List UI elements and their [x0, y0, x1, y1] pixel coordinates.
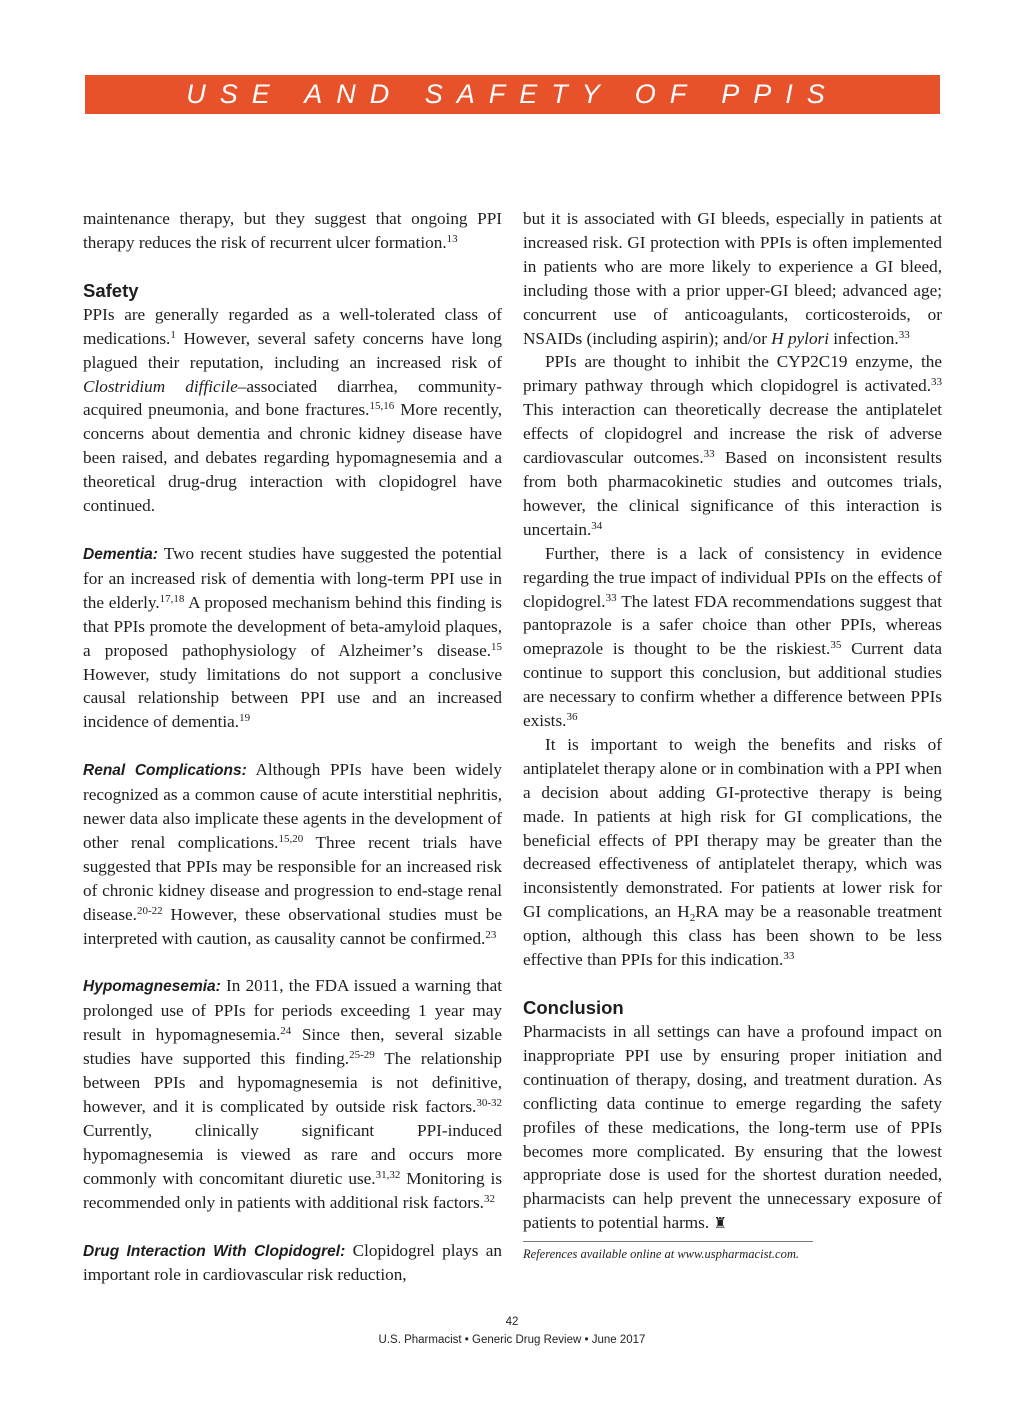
clopidogrel-paragraph: Drug Interaction With Clopidogrel: Clopidogrel plays an important role in cardiovascular risk reduction, [83, 1240, 502, 1285]
citation: 15 [491, 640, 502, 653]
dementia-paragraph: Dementia: Two recent studies have suggested the potential for an increased risk of dementia with long-term PPI use in the elderly.$^{17,18}$ A proposed mechanism behind this finding is that PPIs promote the development of beta-amyloid plaques, a proposed pathophysiology of Alzheimer’s disease.$^{15}$ However, study limitations do not support a conclusive causal relationship between PPI use and an increased incidence of dementia.$^{19}$ [83, 543, 502, 732]
citation: 33 [898, 328, 910, 341]
citation: 25-29 [349, 1049, 375, 1062]
citation: 36 [566, 711, 578, 724]
end-mark-icon: ♜ [713, 1216, 727, 1233]
citation: 35 [830, 639, 842, 652]
renal-paragraph: Renal Complications: Although PPIs have been widely recognized as a common cause of acute interstitial nephritis, newer data also implicate these agents in the development of other renal complications.$^{15,20}$ Three recent trials have suggested that PPIs may be responsible for an increased risk of chronic kidney disease and progression to end-stage renal disease.$^{20-22}$ However, these observational studies must be interpreted with caution, as causality cannot be confirmed.$^{23}$ [83, 760, 502, 948]
organism-name: H pylori [771, 328, 829, 348]
gi-bleed-paragraph: but it is associated with GI bleeds, especially in patients at increased risk. GI protection with PPIs is often implemented in patients who are more likely to experience a GI bleed, including those with a prior upper-GI bleed; advanced age; concurrent use of anticoagulants, corticosteroids, or NSAIDs (including aspirin); and/or H pylori infection.$^{33}$ [523, 209, 942, 348]
page-number: 42 [505, 1316, 519, 1328]
citation: 33 [605, 591, 617, 604]
banner-title: USE AND SAFETY OF PPIS [186, 79, 839, 109]
dementia-label: Dementia: [83, 545, 158, 563]
citation: 33 [783, 950, 795, 963]
citation: 13 [446, 232, 458, 245]
citation: 34 [591, 519, 603, 532]
citation: 33 [703, 448, 715, 461]
clopidogrel-label: Drug Interaction With Clopidogrel: [83, 1242, 346, 1260]
references-note: References available online at www.uspharmacist.com. [523, 1241, 813, 1263]
citation: 15,16 [369, 400, 395, 413]
citation: 32 [483, 1192, 495, 1205]
subscript: 2 [689, 912, 696, 925]
safety-heading: Safety [83, 279, 139, 301]
citation: 31,32 [375, 1168, 401, 1181]
publication-footer: U.S. Pharmacist • Generic Drug Review • June 2017 [378, 1334, 646, 1346]
conclusion-paragraph: Pharmacists in all settings can have a profound impact on inappropriate PPI use by ensuring proper initiation and continuation of therapy, dosing, and treatment duration. As conflicting data continue to emerge regarding the safety profiles of these medications, the long-term use of PPIs becomes more complicated. By ensuring that the lowest appropriate dose is used for the shortest duration needed, pharmacists can help prevent the unnecessary exposure of patients to potential harms. ♜ [523, 1022, 942, 1233]
renal-label: Renal Complications: [83, 762, 247, 780]
citation: 23 [485, 928, 497, 941]
hypomagnesemia-paragraph: Hypomagnesemia: In 2011, the FDA issued a warning that prolonged use of PPIs for periods exceeding 1 year may result in hypomagnesemia.$^{24}$ Since then, several sizable studies have supported this finding.$^{25-29}$ The relationship between PPIs and hypomagnesemia is not definitive, however, and it is complicated by outside risk factors.$^{30-32}$ Currently, clinically significant PPI-induced hypomagnesemia is viewed as rare and occurs more commonly with concomitant diuretic use.$^{31,32}$ Monitoring is recommended only in patients with additional risk factors.$^{32}$ [83, 976, 503, 1212]
intro-paragraph: maintenance therapy, but they suggest that ongoing PPI therapy reduces the risk of recurrent ulcer formation.$^{13}$ [83, 209, 502, 252]
organism-name: Clostridium difficile [83, 376, 238, 396]
citation: 30-32 [476, 1097, 502, 1109]
benefits-risks-paragraph: It is important to weigh the benefits and risks of antiplatelet therapy alone or in combination with a PPI when a decision about adding GI-protective therapy is being made. In patients at high risk for GI complications, the beneficial effects of PPI therapy may be greater than the decreased effectiveness of antiplatelet therapy, which was inconsistently demonstrated. For patients at lower risk for GI complications, an $H_2RA$ may be a reasonable treatment option, although this class has been shown to be less effective than PPIs for this indication.$^{33}$ [523, 734, 942, 970]
hypomagnesemia-label: Hypomagnesemia: [83, 978, 221, 996]
citation: 17,18 [159, 592, 185, 605]
conclusion-heading: Conclusion [523, 997, 624, 1018]
citation: 19 [239, 712, 251, 725]
citation: 24 [280, 1025, 292, 1038]
safety-paragraph: PPIs are generally regarded as a well-tolerated class of medications.$^1$ However, several safety concerns have long plagued their reputation, including an increased risk of Clostridium difficile–associated diarrhea, community-acquired pneumonia, and bone fractures.$^{15,16}$ More recently, concerns about dementia and chronic kidney disease have been raised, and debates regarding hypomagnesemia and a theoretical drug-drug interaction with clopidogrel have continued. [83, 304, 502, 516]
left-column [83, 207, 502, 1287]
citation: 20-22 [136, 904, 163, 917]
citation: 33 [931, 376, 942, 389]
section-banner [85, 75, 940, 114]
right-column [523, 207, 942, 1263]
individual-ppis-paragraph: Further, there is a lack of consistency in evidence regarding the true impact of individual PPIs on the effects of clopidogrel.$^{33}$ The latest FDA recommendations suggest that pantoprazole is a safer choice than other PPIs, whereas omeprazole is thought to be the riskiest.$^{35}$ Current data continue to support this conclusion, but additional studies are necessary to confirm whether a difference between PPIs exists.$^{36}$ [523, 543, 942, 731]
citation: 1 [170, 328, 176, 341]
citation: 15,20 [278, 832, 304, 845]
cyp2c19-paragraph: PPIs are thought to inhibit the CYP2C19 enzyme, the primary pathway through which clopidogrel is activated.$^{33}$ This interaction can theoretically decrease the antiplatelet effects of clopidogrel and increase the risk of adverse cardiovascular outcomes.$^{33}$ Based on inconsistent results from both pharmacokinetic studies and outcomes trials, however, the clinical significance of this interaction is uncertain.$^{34}$ [523, 352, 942, 539]
